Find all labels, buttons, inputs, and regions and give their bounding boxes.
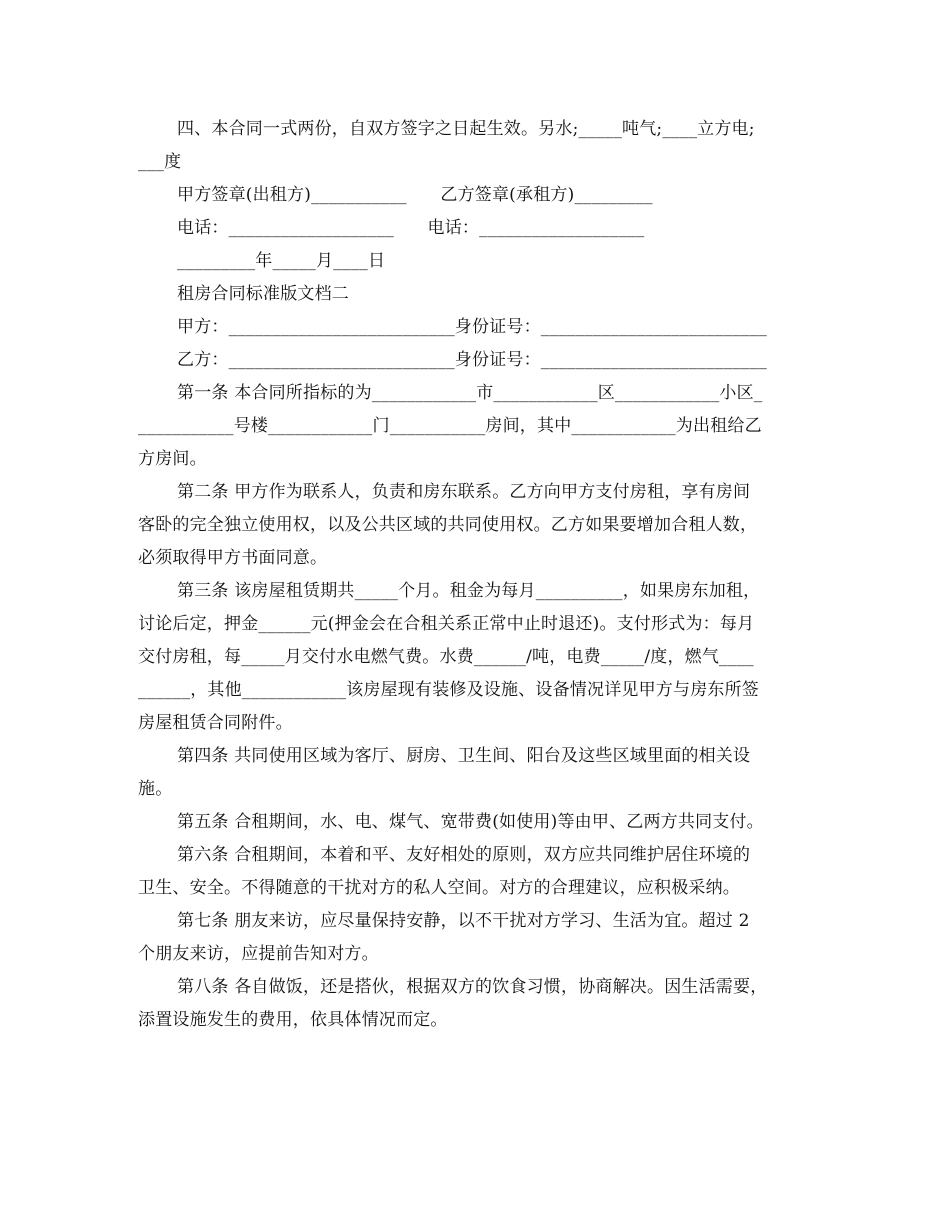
paragraph-doc-title	[138, 278, 828, 311]
text-line: 个朋友来访，应提前告知对方。	[138, 944, 379, 964]
text-line: 第三条 该房屋租赁期共_____个月。租金为每月__________，如果房东加租，	[177, 581, 761, 601]
paragraph-signature-line	[138, 179, 828, 212]
paragraph-article-8	[138, 971, 828, 1037]
text-line: 甲方：__________________________身份证号：__________________________	[177, 317, 767, 337]
text-line: 方房间。	[138, 449, 207, 469]
paragraph-article-6	[138, 839, 828, 905]
paragraph-article-3	[138, 575, 828, 740]
document-body	[138, 113, 828, 1037]
text-line: 第六条 合租期间，本着和平、友好相处的原则，双方应共同维护居住环境的	[177, 845, 751, 865]
text-line: 第八条 各自做饭，还是搭伙，根据双方的饮食习惯，协商解决。因生活需要，	[177, 977, 768, 997]
paragraph-party-b	[138, 344, 828, 377]
text-line: 第四条 共同使用区域为客厅、厨房、卫生间、阳台及这些区域里面的相关设	[177, 746, 751, 766]
text-line: 讨论后定，押金______元(押金会在合租关系正常中止时退还)。支付形式为：每月	[138, 614, 755, 634]
text-line: 必须取得甲方书面同意。	[138, 548, 328, 568]
paragraph-article-2	[138, 476, 828, 575]
text-line: 交付房租，每_____月交付水电燃气费。水费______/吨，电费_____/度，燃气____	[138, 647, 754, 667]
text-line: 客卧的完全独立使用权，以及公共区域的共同使用权。乙方如果要增加合租人数，	[138, 515, 758, 535]
paragraph-article-1	[138, 377, 828, 476]
paragraph-phone-line	[138, 212, 828, 245]
text-line: ___________号楼____________门___________房间，其中____________为出租给乙	[138, 416, 762, 436]
paragraph-article-5	[138, 806, 828, 839]
text-line: 添置设施发生的费用，依具体情况而定。	[138, 1010, 448, 1030]
text-line: 乙方：__________________________身份证号：__________________________	[177, 350, 767, 370]
text-line: 卫生、安全。不得随意的干扰对方的私人空间。对方的合理建议，应积极采纳。	[138, 878, 740, 898]
text-line: 租房合同标准版文档二	[177, 284, 349, 304]
paragraph-article-7	[138, 905, 828, 971]
paragraph-party-a	[138, 311, 828, 344]
paragraph-clause-four	[138, 113, 828, 179]
text-line: 电话：___________________ 电话：___________________	[177, 218, 645, 238]
text-line: _________年_____月____日	[177, 251, 386, 271]
text-line: 施。	[138, 779, 173, 799]
text-line: 第五条 合租期间，水、电、煤气、宽带费(如使用)等由甲、乙两方共同支付。	[177, 812, 764, 832]
text-line: 第七条 朋友来访，应尽量保持安静，以不干扰对方学习、生活为宜。超过 2	[177, 911, 750, 931]
paragraph-date-line	[138, 245, 828, 278]
text-line: 房屋租赁合同附件。	[138, 713, 293, 733]
text-line: 四、本合同一式两份，自双方签字之日起生效。另水;_____吨气;____立方电;	[177, 119, 755, 139]
paragraph-article-4	[138, 740, 828, 806]
text-line: 第二条 甲方作为联系人，负责和房东联系。乙方向甲方支付房租，享有房间	[177, 482, 751, 502]
text-line: ______，其他____________该房屋现有装修及设施、设备情况详见甲方与房东所签	[138, 680, 759, 700]
text-line: 第一条 本合同所指标的为____________市____________区____________小区_	[177, 383, 763, 403]
text-line: ___度	[138, 152, 182, 172]
text-line: 甲方签章(出租方)___________ 乙方签章(承租方)_________	[177, 185, 653, 205]
